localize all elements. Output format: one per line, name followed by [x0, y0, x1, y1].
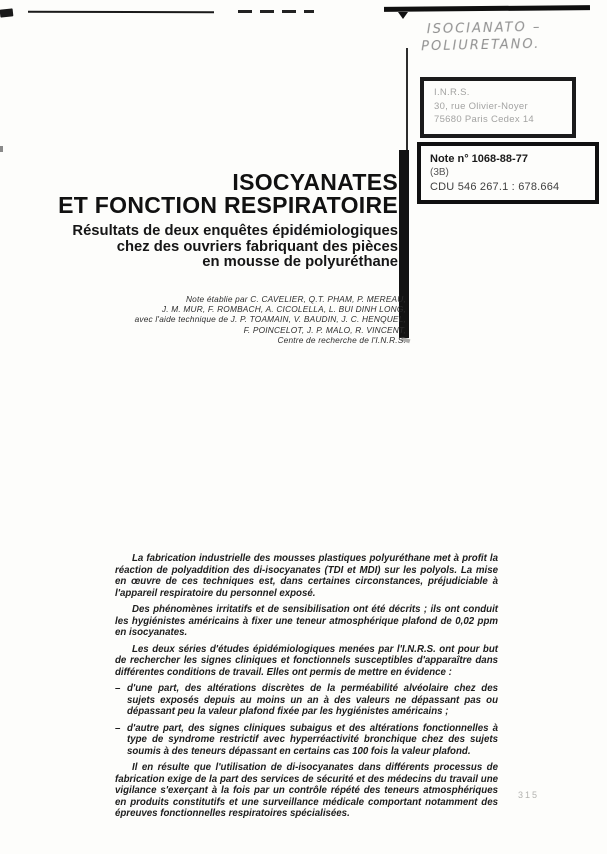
note-cdu-classification: CDU 546 267.1 : 678.664 [430, 181, 560, 193]
doc-subtitle-line1: Résultats de deux enquêtes épidémiologiques [72, 223, 398, 239]
doc-subtitle [0, 224, 398, 271]
inrs-address-city: 75680 Paris Cedex 14 [434, 114, 535, 125]
note-code: (3B) [430, 167, 449, 178]
authors-line2: J. M. MUR, F. ROMBACH, A. CICOLELLA, L. BUI DINH LONG, [161, 304, 406, 315]
abstract-bullet-1 [115, 683, 498, 718]
authors-block [0, 294, 406, 345]
scan-artifact-top-line-right [384, 5, 590, 12]
abstract-paragraph-1: La fabrication industrielle des mousses plastiques polyuréthane met à profit la réaction de polyaddition des di-isocyanates (TDI et MDI) sur les polyols. La mise en œuvre de ces techniques est, dans certaines circonstances, préjudiciable à l'appareil respiratoire du personnel exposé. [115, 553, 498, 599]
authors-line3: avec l'aide technique de J. P. TOAMAIN, V. BAUDIN, J. C. HENQUEL, [134, 314, 406, 325]
scan-artifact-top-line-middle [238, 10, 314, 13]
scan-artifact-corner-mark [0, 8, 13, 17]
doc-subtitle-line3: en mousse de polyuréthane [202, 254, 398, 271]
authors-affiliation: Centre de recherche de l'I.N.R.S. [277, 334, 406, 345]
handwritten-note-line2: POLIURETANO. [421, 36, 541, 55]
handwritten-note [421, 19, 542, 55]
doc-title-line1: ISOCYANATES [232, 169, 398, 195]
abstract-paragraph-2: Des phénomènes irritatifs et de sensibilisation ont été décrits ; ils ont conduit les hygiénistes américains à fixer une teneur atmosphérique plafond de 0,02 ppm en isocyanates. [115, 604, 498, 638]
authors-line1: Note établie par C. CAVELIER, Q.T. PHAM, P. MEREAU, [185, 294, 406, 304]
doc-subtitle-line2: chez des ouvriers fabriquant des pièces [116, 238, 398, 255]
inrs-address-street: 30, rue Olivier-Noyer [434, 100, 528, 112]
scan-artifact-arrow-mark [398, 12, 408, 19]
scan-artifact-top-line-left [28, 11, 214, 13]
title-block [0, 171, 398, 271]
note-number: Note n° 1068-88-77 [430, 153, 528, 165]
abstract-bullet-2-text: d'autre part, des signes cliniques subaigus et des altérations fonctionnelles à type de syndrome restrictif avec hyperréactivité bronchique chez des sujets soumis à des teneurs dépassant en certains cas 100 fois la valeur plafond. [127, 722, 498, 757]
authors-line4: F. POINCELOT, J. P. MALO, R. VINCENT, [243, 324, 406, 335]
page-number: 315 [518, 790, 540, 800]
bullet-dash-1: – [115, 683, 121, 694]
abstract-bullet-2 [115, 723, 498, 758]
vertical-rule-thin [406, 48, 408, 152]
scan-artifact-left-speck [0, 146, 3, 152]
handwritten-note-line1: ISOCIANATO – [426, 19, 542, 38]
note-number-box [417, 142, 599, 204]
abstract-paragraph-3: Les deux séries d'études épidémiologiques menées par l'I.N.R.S. ont pour but de rechercher les signes cliniques et fonctionnels susceptibles d'apparaître dans différentes conditions de travail. Elles ont permis de mettre en évidence : [115, 643, 498, 678]
bullet-dash-2: – [115, 722, 121, 734]
abstract-paragraph-4: Il en résulte que l'utilisation de di-isocyanates dans différents processus de fabrication exige de la part des services de sécurité et des médecins du travail une vigilance s'exerçant à la fois par un contrôle répété des teneurs atmosphériques en produits constitutifs et une surveillance médicale comportant notamment des épreuves fonctionnelles respiratoires spécialisées. [115, 762, 498, 819]
inrs-address-box [420, 77, 576, 138]
abstract-bullet-1-text: d'une part, des altérations discrètes de la perméabilité alvéolaire chez des sujets exposés depuis au moins un an à des valeurs ne dépassant pas ou dépassant peu la valeur plafond fixée par les hygiénistes américains ; [127, 683, 498, 717]
abstract-body [115, 553, 498, 825]
doc-title-line2: ET FONCTION RESPIRATOIRE [58, 192, 398, 218]
inrs-address-name: I.N.R.S. [434, 87, 470, 98]
